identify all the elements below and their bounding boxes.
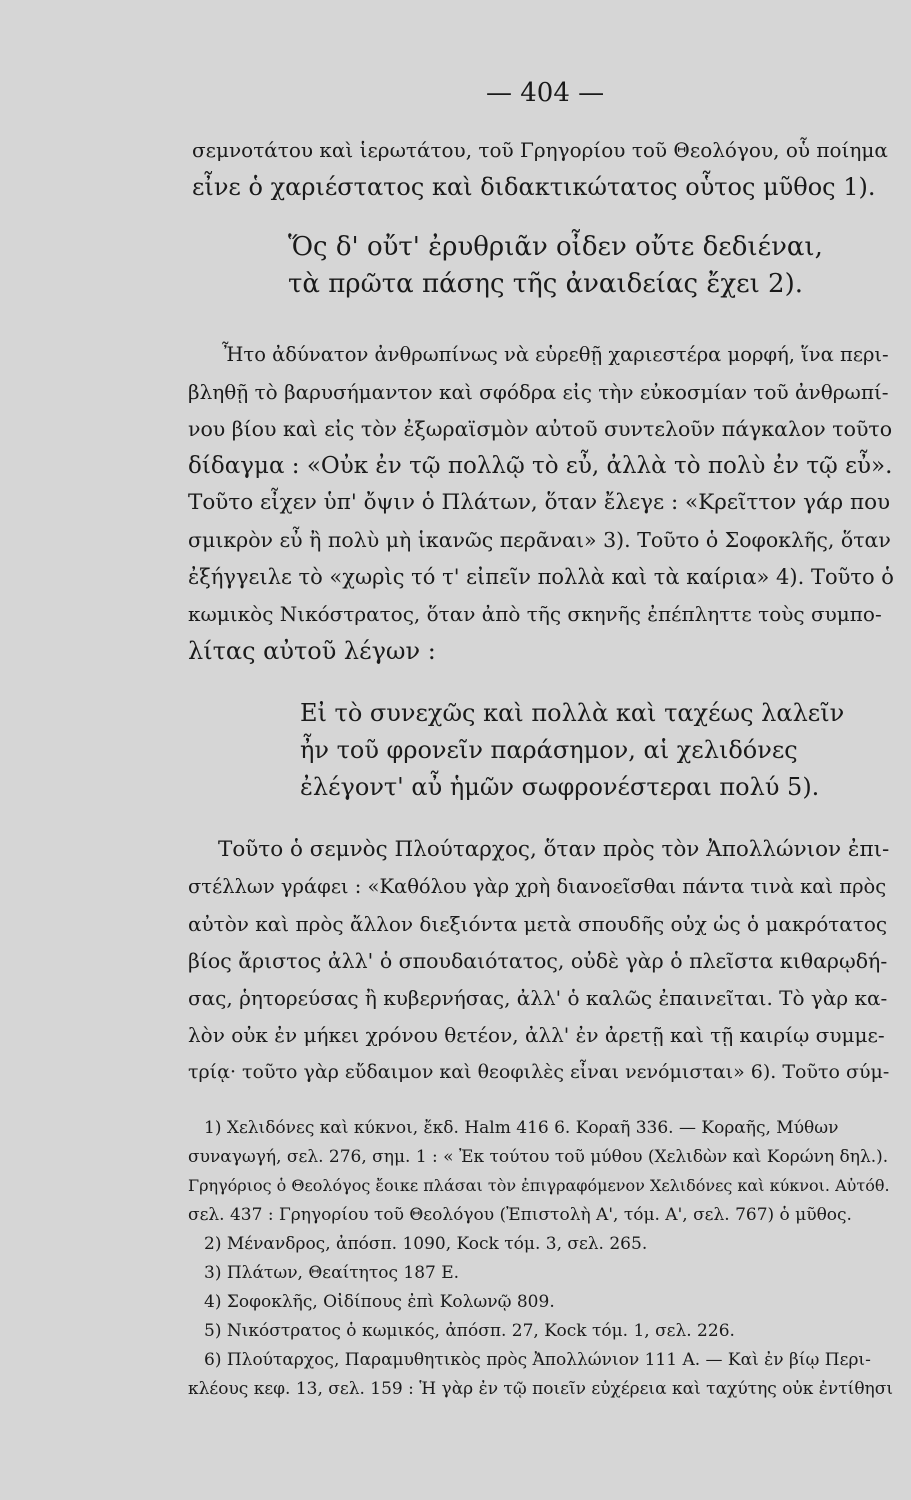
footnote-line: κλέους κεφ. 13, σελ. 159 : Ἡ γὰρ ἐν τῷ ποιεῖν εὐχέρεια καὶ ταχύτης οὐκ ἐντίθησι bbox=[188, 1379, 894, 1399]
text-line: αὐτὸν καὶ πρὸς ἄλλον διεξιόντα μετὰ σπουδῆς οὐχ ὡς ὁ μακρότατος bbox=[188, 912, 888, 936]
text-line: λὸν οὐκ ἐν μήκει χρόνου θετέον, ἀλλ' ἐν ἀρετῇ καὶ τῇ καιρίῳ συμμε- bbox=[188, 1023, 885, 1047]
footnote-line: 1) Χελιδόνες καὶ κύκνοι, ἔκδ. Halm 416 6. Κοραῆ 336. — Κοραῆς, Μύθων bbox=[204, 1118, 839, 1138]
text-line: δίδαγμα : «Οὐκ ἐν τῷ πολλῷ τὸ εὖ, ἀλλὰ τὸ πολὺ ἐν τῷ εὖ». bbox=[188, 453, 893, 479]
footnote-line: 2) Μένανδρος, ἀπόσπ. 1090, Kock τόμ. 3, σελ. 265. bbox=[204, 1234, 648, 1254]
text-line: Τοῦτο ὁ σεμνὸς Πλούταρχος, ὅταν πρὸς τὸν Ἀπολλώνιον ἐπι- bbox=[218, 837, 890, 862]
text-line: σμικρὸν εὖ ἢ πολὺ μὴ ἱκανῶς περᾶναι» 3). Τοῦτο ὁ Σοφοκλῆς, ὅταν bbox=[188, 528, 891, 552]
footnote-line: 3) Πλάτων, Θεαίτητος 187 E. bbox=[204, 1263, 460, 1283]
footnote-line: 5) Νικόστρατος ὁ κωμικός, ἀπόσπ. 27, Kock τόμ. 1, σελ. 226. bbox=[204, 1321, 735, 1341]
footnote-line: 6) Πλούταρχος, Παραμυθητικὸς πρὸς Ἀπολλώνιον 111 A. — Καὶ ἐν βίῳ Περι- bbox=[204, 1350, 871, 1370]
verse-line: ἦν τοῦ φρονεῖν παράσημον, αἱ χελιδόνες bbox=[300, 736, 798, 764]
verse-line: τὰ πρῶτα πάσης τῆς ἀναιδείας ἔχει 2). bbox=[288, 269, 803, 299]
verse-line: Εἰ τὸ συνεχῶς καὶ πολλὰ καὶ ταχέως λαλεῖν bbox=[300, 699, 845, 727]
page-number: — 404 — bbox=[486, 78, 605, 108]
text-line: σας, ῥητορεύσας ἢ κυβερνήσας, ἀλλ' ὁ καλῶς ἐπαινεῖται. Τὸ γὰρ κα- bbox=[188, 986, 888, 1010]
footnote-line: Γρηγόριος ὁ Θεολόγος ἔοικε πλάσαι τὸν ἐπιγραφόμενον Χελιδόνες καὶ κύκνοι. Αὐτόθ. bbox=[188, 1176, 890, 1195]
text-line: βίος ἄριστος ἀλλ' ὁ σπουδαιότατος, οὐδὲ γὰρ ὁ πλεῖστα κιθαρῳδή- bbox=[188, 949, 888, 973]
text-line: νου βίου καὶ εἰς τὸν ἐξωραϊσμὸν αὐτοῦ συντελοῦν πάγκαλον τοῦτο bbox=[188, 417, 893, 441]
text-line: εἶνε ὁ χαριέστατος καὶ διδακτικώτατος οὗτος μῦθος 1). bbox=[192, 173, 876, 201]
footnote-line: 4) Σοφοκλῆς, Οἰδίπους ἐπὶ Κολωνῷ 809. bbox=[204, 1292, 555, 1312]
text-line: ἐξήγγειλε τὸ «χωρὶς τό τ' εἰπεῖν πολλὰ καὶ τὰ καίρια» 4). Τοῦτο ὁ bbox=[188, 565, 894, 589]
text-line: Ἦτο ἀδύνατον ἀνθρωπίνως νὰ εὑρεθῇ χαριεστέρα μορφή, ἵνα περι- bbox=[222, 343, 889, 366]
verse-line: ἐλέγοντ' αὖ ἡμῶν σωφρονέστεραι πολύ 5). bbox=[300, 773, 820, 801]
text-line: τρίᾳ· τοῦτο γὰρ εὔδαιμον καὶ θεοφιλὲς εἶναι νενόμισται» 6). Τοῦτο σύμ- bbox=[188, 1061, 890, 1083]
text-line: λίτας αὐτοῦ λέγων : bbox=[188, 637, 436, 665]
text-line: κωμικὸς Νικόστρατος, ὅταν ἀπὸ τῆς σκηνῆς ἐπέπληττε τοὺς συμπο- bbox=[188, 602, 882, 626]
verse-line: Ὅς δ' οὔτ' ἐρυθριᾶν οἶδεν οὔτε δεδιέναι, bbox=[288, 232, 823, 262]
text-line: Τοῦτο εἶχεν ὑπ' ὄψιν ὁ Πλάτων, ὅταν ἔλεγε : «Κρεῖττον γάρ που bbox=[188, 490, 891, 515]
text-line: σεμνοτάτου καὶ ἱερωτάτου, τοῦ Γρηγορίου τοῦ Θεολόγου, οὗ ποίημα bbox=[192, 138, 888, 162]
text-line: βληθῇ τὸ βαρυσήμαντον καὶ σφόδρα εἰς τὴν εὐκοσμίαν τοῦ ἀνθρωπί- bbox=[188, 380, 889, 404]
footnote-line: σελ. 437 : Γρηγορίου τοῦ Θεολόγου (Ἐπιστολὴ Α', τόμ. Α', σελ. 767) ὁ μῦθος. bbox=[188, 1205, 852, 1225]
footnote-line: συναγωγή, σελ. 276, σημ. 1 : « Ἐκ τούτου τοῦ μύθου (Χελιδὼν καὶ Κορώνη δηλ.). bbox=[188, 1147, 889, 1167]
text-line: στέλλων γράφει : «Καθόλου γὰρ χρὴ διανοεῖσθαι πάντα τινὰ καὶ πρὸς bbox=[188, 875, 887, 898]
